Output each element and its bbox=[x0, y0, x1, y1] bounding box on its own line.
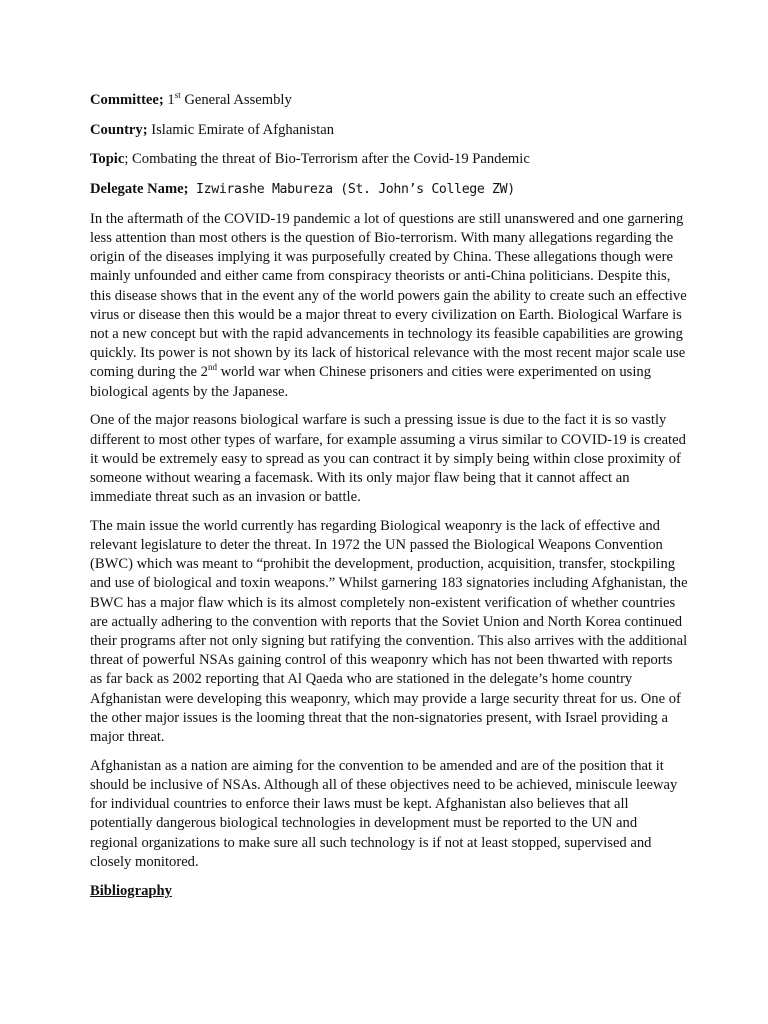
paragraph-4: Afghanistan as a nation are aiming for the convention to be amended and are of the position that it should be inclusive of NSAs. Although all of these objectives need to be achieved, miniscule leeway for individual countries to enforce their laws must be kept. Afghanistan also believes that all potentially dangerous biological technologies in development must be reported to the UN and regional organizations to make sure all such technology is if not at least stopped, supervised and closely monitored. bbox=[90, 757, 678, 870]
committee-label: Committee; bbox=[90, 92, 164, 108]
paragraph-1-text-a: In the aftermath of the COVID-19 pandemic a lot of questions are still unanswered and one garnering less attention than most others is the question of Bio-terrorism. With many allegations regarding the origin of the diseases implying it was purposefully created by China. These allegations though were mainly unfounded and either came from conspiracy theorists or anti-China politicians. Despite this, this disease shows that in the event any of the world powers gain the ability to create such an effective virus or disease then this would be a major threat to every civilization on Earth. Biological Warfare is not a new concept but with the rapid advancements in technology its feasible capabilities are growing quickly. Its power is not shown by its lack of historical relevance with the most recent major scale use coming during the 2 bbox=[90, 210, 687, 381]
paragraph-3: The main issue the world currently has regarding Biological weaponry is the lack of effective and relevant legislature to deter the threat. In 1972 the UN passed the Biological Weapons Convention (BWC) which was meant to “prohibit the development, production, acquisition, transfer, stockpiling and use of biological and toxin weapons.” Whilst garnering 183 signatories including Afghanistan, the BWC has a major flaw which is its almost completely non-existent verification of whether countries are actually adhering to the convention with reports that the Soviet Union and North Korea continued their programs after not only signing but ratifying the convention. This also arrives with the additional threat of powerful NSAs gaining control of this weaponry which has not been thwarted with reports as far back as 2002 reporting that Al Qaeda who are stationed in the delegate’s home country Afghanistan were developing this weaponry, which may provide a large security threat for us. One of the other major issues is the looming threat that the non-signatories present, with Israel providing a major threat. bbox=[90, 517, 688, 746]
delegate-label: Delegate Name; bbox=[90, 181, 189, 198]
bibliography-heading: Bibliography bbox=[90, 883, 172, 900]
committee-value: General Assembly bbox=[180, 92, 292, 108]
topic-value: ; Combating the threat of Bio-Terrorism after the Covid-19 Pandemic bbox=[124, 151, 530, 168]
committee-ordinal-suffix: st bbox=[174, 90, 181, 101]
committee-ordinal: 1 bbox=[167, 92, 175, 108]
committee-line bbox=[90, 91, 688, 110]
paragraph-2: One of the major reasons biological warfare is such a pressing issue is due to the fact it is so vastly different to most other types of warfare, for example assuming a virus similar to COVID-19 is created it would be extremely easy to spread as you can contract it by simply being within close proximity of someone without wearing a facemask. With its only major flaw being that it cannot affect an immediate threat such as an invasion or battle. bbox=[90, 412, 686, 506]
paragraph-1-ordinal-suffix: nd bbox=[207, 362, 217, 373]
country-value: Islamic Emirate of Afghanistan bbox=[147, 121, 334, 138]
paragraph-1-text-b: world war when Chinese prisoners and cities were experimented on using biological agents by the Japanese. bbox=[90, 364, 651, 400]
country-label: Country; bbox=[90, 121, 148, 138]
country-line bbox=[90, 121, 688, 140]
topic-line bbox=[90, 150, 688, 169]
topic-label: Topic bbox=[90, 151, 125, 168]
paragraph-1 bbox=[90, 210, 688, 402]
delegate-line bbox=[90, 180, 688, 199]
delegate-value: Izwirashe Mabureza (St. John’s College ZW) bbox=[188, 182, 515, 198]
